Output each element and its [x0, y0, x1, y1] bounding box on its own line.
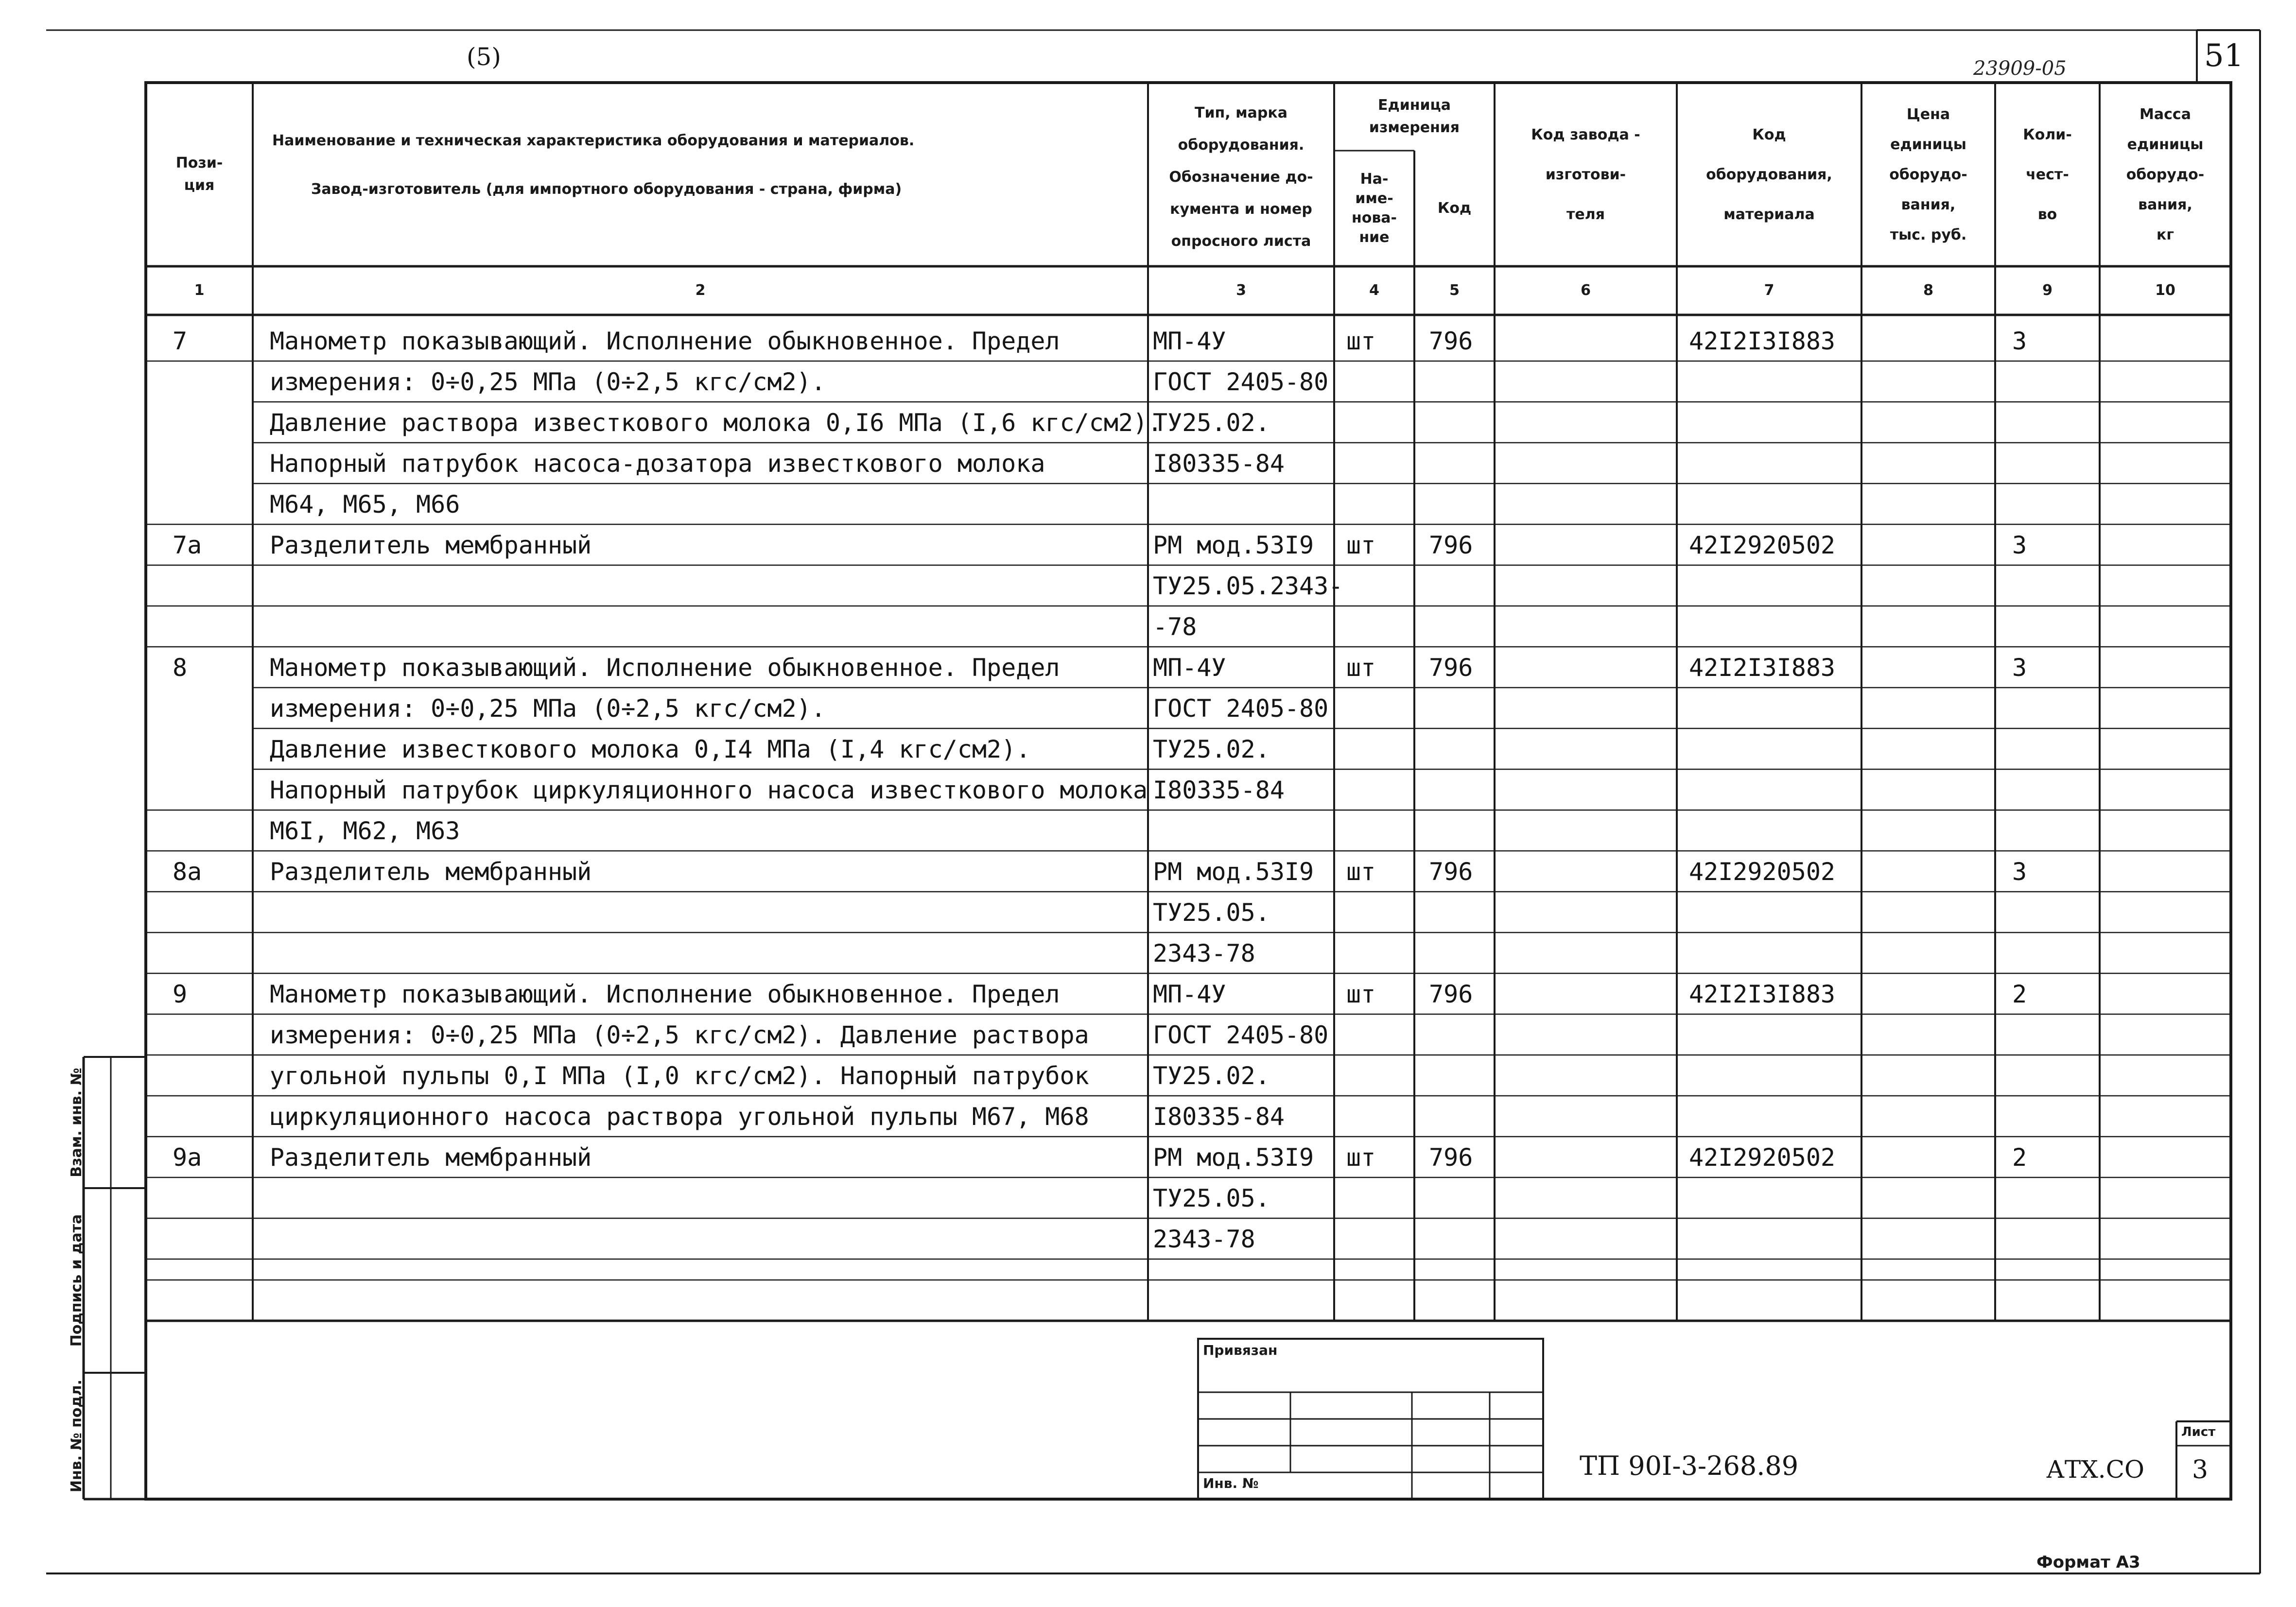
- cell-type: МП-4У: [1153, 327, 1226, 355]
- archive-number: 23909-05: [1973, 57, 2067, 80]
- cell-type: РМ мод.53I9: [1153, 858, 1314, 886]
- cell-type: I80335-84: [1153, 1103, 1285, 1131]
- cell-type: I80335-84: [1153, 449, 1285, 478]
- col-number: 10: [2155, 282, 2175, 299]
- cell-type: -78: [1153, 613, 1197, 641]
- cell-type: ГОСТ 2405-80: [1153, 368, 1329, 396]
- cell-type: ТУ25.05.: [1153, 1184, 1270, 1212]
- cell-type: ТУ25.02.: [1153, 1062, 1270, 1090]
- stamp-inv-no: Инв. №: [1203, 1475, 1259, 1491]
- cell-name: Давление раствора известкового молока 0,I6 МПа (I,6 кгс/см2).: [270, 409, 1163, 437]
- document-number: ТП 90I-3-268.89: [1580, 1451, 1799, 1481]
- col-number: 8: [1923, 282, 1933, 299]
- sheet-number-top: 51: [2204, 38, 2244, 74]
- format-label: Формат А3: [2036, 1553, 2140, 1572]
- cell-unit-code: 796: [1429, 858, 1473, 886]
- cell-name: измерения: 0÷0,25 МПа (0÷2,5 кгс/см2).: [270, 368, 826, 396]
- cell-name: М64, М65, М66: [270, 490, 460, 518]
- cell-name: угольной пульпы 0,I МПа (I,0 кгс/см2). Напорный патрубок: [270, 1062, 1089, 1090]
- col-number: 9: [2042, 282, 2052, 299]
- cell-position: 9а: [173, 1143, 202, 1172]
- stamp-privyazan: Привязан: [1203, 1342, 1278, 1358]
- cell-unit-code: 796: [1429, 531, 1473, 559]
- cell-unit-code: 796: [1429, 1143, 1473, 1172]
- cell-equipment-code: 42I2I3I883: [1689, 327, 1836, 355]
- cell-type: 2343-78: [1153, 939, 1255, 968]
- cell-quantity: 3: [2012, 654, 2027, 682]
- list-label: Лист: [2181, 1425, 2216, 1439]
- cell-equipment-code: 42I2920502: [1689, 858, 1836, 886]
- cell-equipment-code: 42I2I3I883: [1689, 980, 1836, 1008]
- col-number: 3: [1236, 282, 1246, 299]
- header-unit-code: Код: [1437, 200, 1472, 217]
- cell-name: М6I, М62, М63: [270, 817, 460, 845]
- header-mass: Масса единицы оборудо- вания, кг: [2126, 106, 2205, 243]
- col-number: 6: [1581, 282, 1591, 299]
- header-plant-code: Код завода - изготови- теля: [1531, 126, 1640, 223]
- cell-equipment-code: 42I2920502: [1689, 1143, 1836, 1172]
- cell-name: циркуляционного насоса раствора угольной пульпы М67, М68: [270, 1103, 1089, 1131]
- header-unit: Единица измерения: [1369, 97, 1460, 136]
- cell-name: Напорный патрубок насоса-дозатора известкового молока: [270, 449, 1045, 478]
- cell-type: ГОСТ 2405-80: [1153, 694, 1329, 723]
- corner-number: (5): [467, 43, 501, 71]
- cell-quantity: 2: [2012, 980, 2027, 1008]
- cell-unit: шт: [1346, 858, 1376, 886]
- cell-name: Манометр показывающий. Исполнение обыкновенное. Предел: [270, 654, 1060, 682]
- cell-type: ТУ25.02.: [1153, 409, 1270, 437]
- cell-type: РМ мод.53I9: [1153, 531, 1314, 559]
- document-code: АТХ.СО: [2046, 1455, 2144, 1484]
- cell-unit-code: 796: [1429, 327, 1473, 355]
- cell-quantity: 3: [2012, 327, 2027, 355]
- header-unit-name: На- име- нова- ние: [1351, 171, 1397, 246]
- cell-unit: шт: [1346, 654, 1376, 682]
- cell-position: 7: [173, 327, 188, 355]
- header-price: Цена единицы оборудо- вания, тыс. руб.: [1889, 106, 1967, 243]
- cell-position: 8а: [173, 858, 202, 886]
- cell-name: Напорный патрубок циркуляционного насоса известкового молока: [270, 776, 1148, 804]
- cell-name: Разделитель мембранный: [270, 858, 592, 886]
- cell-equipment-code: 42I2I3I883: [1689, 654, 1836, 682]
- cell-name: Давление известкового молока 0,I4 МПа (I,4 кгс/см2).: [270, 735, 1031, 763]
- cell-unit: шт: [1346, 327, 1376, 355]
- cell-name: измерения: 0÷0,25 МПа (0÷2,5 кгс/см2).: [270, 694, 826, 723]
- cell-type: ТУ25.05.: [1153, 899, 1270, 927]
- cell-unit-code: 796: [1429, 980, 1473, 1008]
- col-number: 5: [1449, 282, 1460, 299]
- cell-type: ТУ25.02.: [1153, 735, 1270, 763]
- cell-position: 8: [173, 654, 188, 682]
- col-number: 7: [1764, 282, 1774, 299]
- cell-equipment-code: 42I2920502: [1689, 531, 1836, 559]
- header-position: Пози- ция: [175, 155, 223, 194]
- side-label-signature: Подпись и дата: [68, 1214, 85, 1347]
- side-label-inv: Инв. № подл.: [68, 1379, 85, 1493]
- cell-type: РМ мод.53I9: [1153, 1143, 1314, 1172]
- cell-quantity: 2: [2012, 1143, 2027, 1172]
- cell-position: 7а: [173, 531, 202, 559]
- header-name-line2: Завод-изготовитель (для импортного оборудования - страна, фирма): [311, 181, 902, 198]
- cell-type: МП-4У: [1153, 654, 1226, 682]
- header-quantity: Коли- чест- во: [2023, 126, 2072, 223]
- cell-quantity: 3: [2012, 858, 2027, 886]
- cell-name: Манометр показывающий. Исполнение обыкновенное. Предел: [270, 327, 1060, 355]
- cell-unit: шт: [1346, 980, 1376, 1008]
- cell-type: МП-4У: [1153, 980, 1226, 1008]
- cell-unit-code: 796: [1429, 654, 1473, 682]
- cell-unit: шт: [1346, 1143, 1376, 1172]
- cell-type: ГОСТ 2405-80: [1153, 1021, 1329, 1049]
- cell-quantity: 3: [2012, 531, 2027, 559]
- side-label-vzam: Взам. инв. №: [68, 1068, 85, 1177]
- header-name-line1: Наименование и техническая характеристика оборудования и материалов.: [272, 132, 915, 149]
- cell-type: I80335-84: [1153, 776, 1285, 804]
- col-number: 1: [194, 282, 205, 299]
- cell-name: Манометр показывающий. Исполнение обыкновенное. Предел: [270, 980, 1060, 1008]
- cell-type: ТУ25.05.2343-: [1153, 572, 1343, 600]
- header-type: Тип, марка оборудования. Обозначение до- кумента и номер опросного листа: [1169, 104, 1313, 250]
- cell-name: Разделитель мембранный: [270, 1143, 592, 1172]
- cell-type: 2343-78: [1153, 1225, 1255, 1253]
- cell-unit: шт: [1346, 531, 1376, 559]
- header-equipment-code: Код оборудования, материала: [1706, 126, 1832, 223]
- col-number: 2: [695, 282, 706, 299]
- list-number: 3: [2192, 1455, 2209, 1485]
- cell-name: Разделитель мембранный: [270, 531, 592, 559]
- col-number: 4: [1369, 282, 1379, 299]
- cell-name: измерения: 0÷0,25 МПа (0÷2,5 кгс/см2). Давление раствора: [270, 1021, 1089, 1049]
- cell-position: 9: [173, 980, 188, 1008]
